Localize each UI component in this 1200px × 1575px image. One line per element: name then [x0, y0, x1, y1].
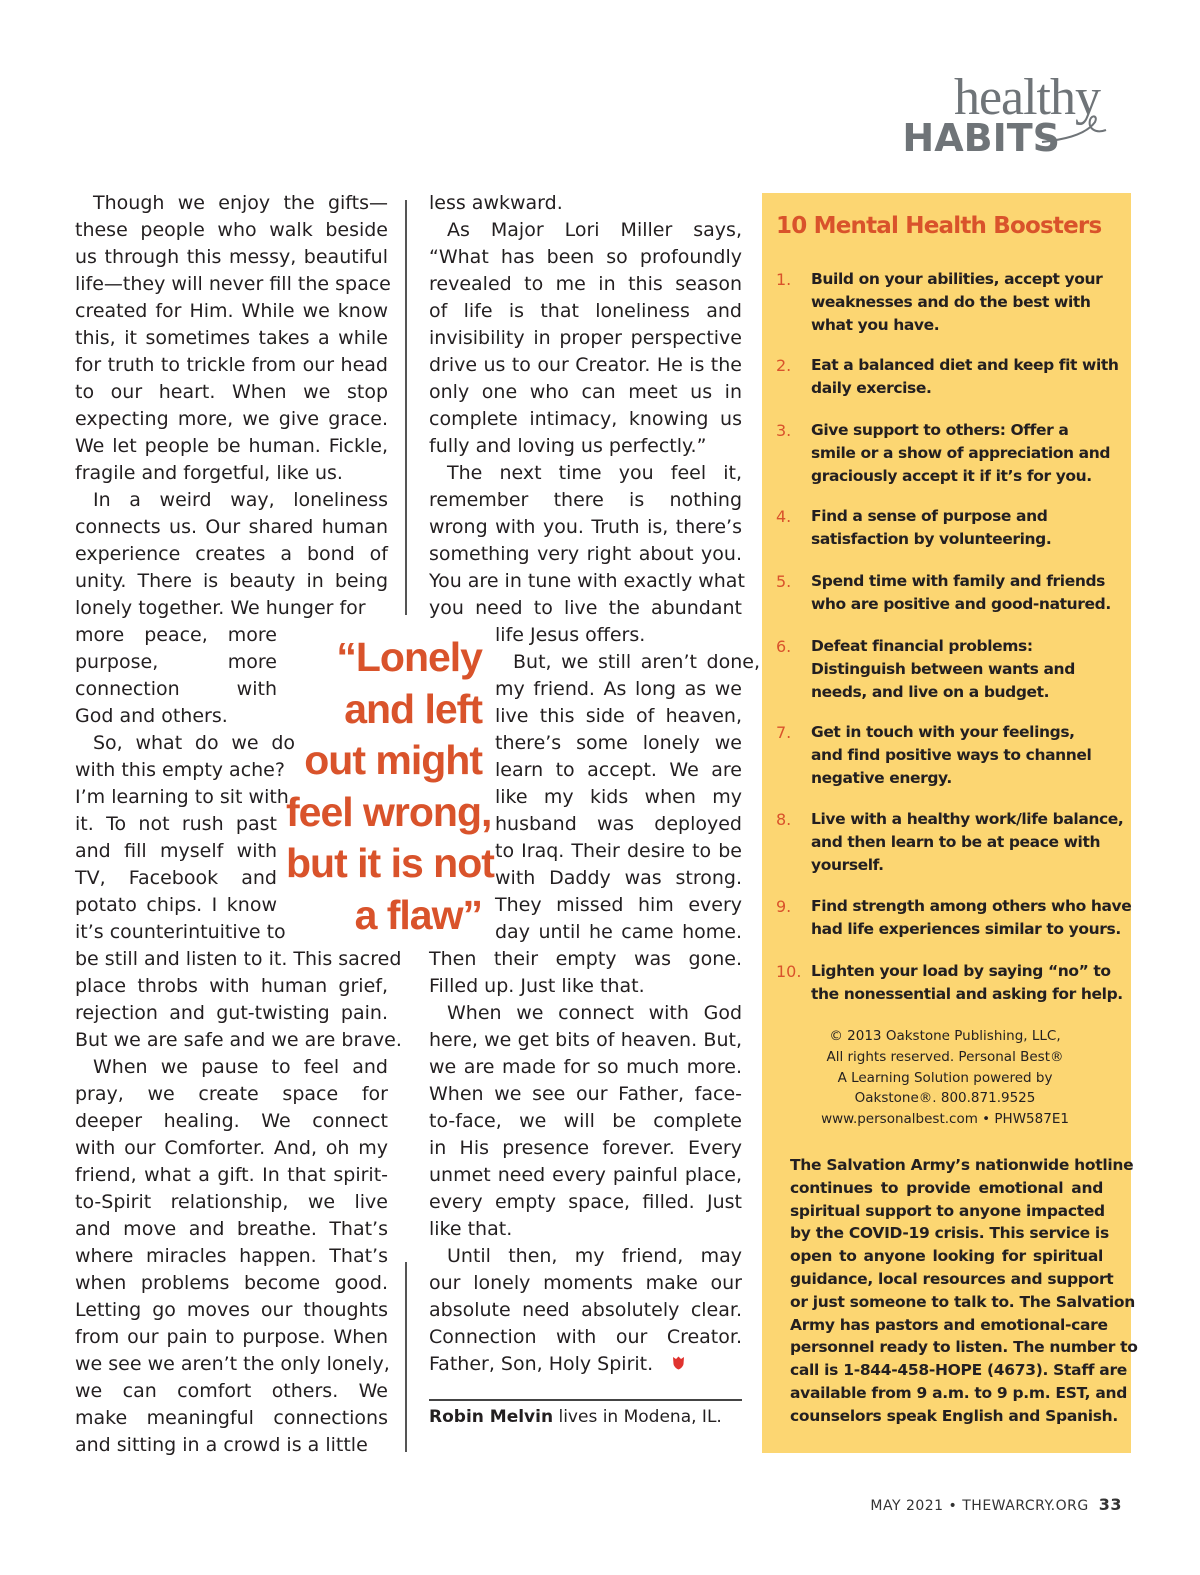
- booster-text-line: Lighten your load by saying “no” to: [811, 962, 1111, 980]
- section-header-habits: HABITS: [902, 116, 1060, 160]
- text-line: experience creates a bond of: [75, 543, 388, 565]
- booster-number: 2.: [776, 356, 792, 375]
- text-line: purpose, more: [75, 651, 277, 673]
- hotline-line: open to anyone looking for spiritual: [790, 1247, 1103, 1266]
- copyright-line: © 2013 Oakstone Publishing, LLC,: [829, 1028, 1061, 1044]
- text-line: Though we enjoy the gifts—: [93, 192, 388, 214]
- text-line: complete intimacy, knowing us: [429, 408, 742, 430]
- booster-text-line: Spend time with family and friends: [811, 572, 1105, 590]
- hotline-line: spiritual support to anyone impacted: [790, 1201, 1105, 1220]
- text-line: it. To not rush past: [75, 813, 277, 835]
- text-line: life Jesus offers.: [495, 624, 646, 646]
- text-line: absolute need absolutely clear.: [429, 1299, 742, 1321]
- text-line: potato chips. I know: [75, 894, 277, 916]
- booster-text: [811, 721, 1121, 790]
- booster-text-line: Find strength among others who have: [811, 897, 1132, 915]
- text-line: lonely together. We hunger for: [75, 597, 366, 619]
- text-line: We let people be human. Fickle,: [75, 435, 388, 457]
- booster-number: 8.: [776, 810, 792, 829]
- text-line: They missed him every: [495, 894, 742, 916]
- text-line: be still and listen to it. This sacred: [75, 948, 402, 970]
- text-line: unity. There is beauty in being: [75, 570, 388, 592]
- text-line: Then their empty was gone.: [429, 948, 742, 970]
- hotline-line: counselors speak English and Spanish.: [790, 1406, 1118, 1425]
- author-name: Robin Melvin: [429, 1407, 554, 1427]
- pull-quote-line: out might: [304, 737, 482, 783]
- text-line: where miracles happen. That’s: [75, 1245, 388, 1267]
- copyright-line: A Learning Solution powered by: [837, 1069, 1053, 1086]
- booster-number: 9.: [776, 897, 792, 916]
- text-line: remember there is nothing: [429, 489, 742, 511]
- text-line: friend, what a gift. In that spirit-: [75, 1164, 388, 1186]
- booster-text-line: had life experiences similar to yours.: [811, 920, 1121, 938]
- booster-text: [811, 570, 1121, 616]
- text-line: to-Spirit relationship, we live: [75, 1191, 388, 1213]
- hotline-line: call is 1-844-458-HOPE (4673). Staff are: [790, 1361, 1128, 1380]
- text-line: fully and loving us perfectly.”: [429, 435, 707, 457]
- text-line: rejection and gut-twisting pain.: [75, 1002, 388, 1024]
- pull-quote-line: a flaw”: [354, 891, 482, 938]
- pull-quote-line: but it is not: [286, 840, 494, 886]
- booster-text-line: Defeat financial problems:: [811, 637, 1033, 655]
- booster-text: [811, 808, 1124, 877]
- text-line: like that.: [429, 1218, 513, 1240]
- text-line: our lonely moments make our: [429, 1272, 742, 1294]
- text-line: with this empty ache?: [75, 759, 285, 781]
- booster-text-line: yourself.: [811, 856, 884, 874]
- hotline-line: The Salvation Army’s nationwide hotline: [790, 1156, 1134, 1174]
- text-line: more peace, more: [75, 624, 277, 646]
- text-line: of life is that loneliness and: [429, 300, 742, 322]
- booster-text-line: Eat a balanced diet and keep fit with: [811, 356, 1119, 374]
- text-line: live this side of heaven,: [495, 705, 742, 727]
- booster-number: 6.: [776, 637, 792, 656]
- booster-text-line: what you have.: [811, 316, 940, 334]
- text-line: life—they will never fill the space: [75, 273, 391, 295]
- text-line: invisibility in proper perspective: [429, 327, 742, 349]
- text-line: When we pause to feel and: [93, 1056, 388, 1078]
- text-line: drive us to our Creator. He is the: [429, 354, 742, 376]
- booster-text-line: satisfaction by volunteering.: [811, 530, 1052, 548]
- author-bio-text: lives in Modena, IL.: [553, 1407, 722, 1427]
- booster-text-line: smile or a show of appreciation and: [811, 444, 1111, 462]
- booster-text-line: Get in touch with your feelings,: [811, 723, 1075, 741]
- text-line: in His presence forever. Every: [429, 1137, 742, 1159]
- text-line: wrong with you. Truth is, there’s: [429, 516, 742, 538]
- bio-divider: [429, 1399, 742, 1401]
- text-line: make meaningful connections: [75, 1407, 388, 1429]
- hotline-line: Army has pastors and emotional-care: [790, 1315, 1108, 1334]
- text-line: TV, Facebook and: [75, 867, 277, 889]
- text-line: when problems become good.: [75, 1272, 388, 1294]
- text-line: When we connect with God: [447, 1002, 742, 1024]
- text-line: my friend. As long as we: [495, 678, 742, 700]
- text-line: here, we get bits of heaven. But,: [429, 1029, 742, 1051]
- text-line: God and others.: [75, 705, 228, 727]
- text-line: In a weird way, loneliness: [93, 489, 388, 511]
- booster-number: 5.: [776, 572, 792, 591]
- text-line: to Iraq. Their desire to be: [495, 840, 742, 862]
- text-line: You are in tune with exactly what: [429, 570, 745, 592]
- text-line: to our heart. When we stop: [75, 381, 388, 403]
- hotline-line: available from 9 a.m. to 9 p.m. EST, and: [790, 1383, 1128, 1402]
- text-line: expecting more, we give grace.: [75, 408, 388, 430]
- booster-number: 1.: [776, 270, 792, 289]
- text-line: Letting go moves our thoughts: [75, 1299, 388, 1321]
- text-line: place throbs with human grief,: [75, 975, 388, 997]
- booster-text-line: and find positive ways to channel: [811, 746, 1092, 764]
- copyright-notice: [790, 1026, 1100, 1130]
- text-line: these people who walk beside: [75, 219, 388, 241]
- text-line: revealed to me in this season: [429, 273, 742, 295]
- booster-text-line: weaknesses and do the best with: [811, 293, 1091, 311]
- text-line: we see we aren’t the only lonely,: [75, 1353, 390, 1375]
- text-line: every empty space, filled. Just: [429, 1191, 742, 1213]
- text-line: connection with: [75, 678, 277, 700]
- booster-text-line: who are positive and good-natured.: [811, 595, 1111, 613]
- page-footer: [760, 1494, 1122, 1517]
- shield-end-mark-icon: [672, 1356, 685, 1370]
- page-number: 33: [1098, 1495, 1122, 1514]
- text-line: we are made for so much more.: [429, 1056, 742, 1078]
- hotline-line: continues to provide emotional and: [790, 1178, 1103, 1197]
- text-line: only one who can meet us in: [429, 381, 742, 403]
- text-line: fragile and forgetful, like us.: [75, 462, 343, 484]
- text-line: pray, we create space for: [75, 1083, 388, 1105]
- copyright-line: www.personalbest.com • PHW587E1: [821, 1111, 1069, 1128]
- booster-text: [811, 960, 1121, 1006]
- text-line: to-face, we will be complete: [429, 1110, 742, 1132]
- booster-text: [811, 635, 1121, 704]
- text-line: less awkward.: [429, 192, 563, 214]
- author-bio: [429, 1405, 759, 1429]
- text-line: unmet need every painful place,: [429, 1164, 742, 1186]
- booster-text: [811, 895, 1132, 941]
- header-swoosh-icon: [1040, 110, 1110, 150]
- booster-number: 4.: [776, 507, 792, 526]
- text-line: created for Him. While we know: [75, 300, 388, 322]
- booster-text-line: negative energy.: [811, 769, 952, 787]
- text-line: Filled up. Just like that.: [429, 975, 645, 997]
- hotline-notice: [790, 1154, 1138, 1428]
- booster-text-line: needs, and live on a budget.: [811, 683, 1050, 701]
- booster-text: [811, 268, 1121, 337]
- text-line: something very right about you.: [429, 543, 742, 565]
- copyright-line: All rights reserved. Personal Best®: [826, 1048, 1064, 1065]
- text-line: day until he came home.: [495, 921, 742, 943]
- text-line: learn to accept. We are: [495, 759, 742, 781]
- booster-text-line: and then learn to be at peace with: [811, 833, 1101, 851]
- pull-quote-line: feel wrong,: [286, 788, 492, 835]
- booster-text: [811, 354, 1121, 400]
- column-divider-lower: [405, 1262, 407, 1452]
- text-line: deeper healing. We connect: [75, 1110, 388, 1132]
- text-line: connects us. Our shared human: [75, 516, 388, 538]
- text-line: I’m learning to sit with: [75, 786, 289, 808]
- booster-number: 7.: [776, 723, 792, 742]
- text-line: and sitting in a crowd is a little: [75, 1434, 368, 1456]
- text-line: “What has been so profoundly: [429, 246, 742, 268]
- hotline-line: by the COVID-19 crisis. This service is: [790, 1224, 1109, 1243]
- text-line: The next time you feel it,: [447, 462, 742, 484]
- column-divider: [405, 200, 407, 615]
- text-line: us through this messy, beautiful: [75, 246, 388, 268]
- text-line: and move and breathe. That’s: [75, 1218, 388, 1240]
- booster-text-line: the nonessential and asking for help.: [811, 985, 1123, 1003]
- text-line: and fill myself with: [75, 840, 277, 862]
- text-line: with Daddy was strong.: [495, 867, 742, 889]
- text-line: Father, Son, Holy Spirit.: [429, 1353, 654, 1375]
- hotline-line: or just someone to talk to. The Salvation: [790, 1292, 1136, 1311]
- section-header-healthy: healthy: [953, 69, 1100, 126]
- text-line: So, what do we do: [93, 732, 295, 754]
- text-line: When we see our Father, face-: [429, 1083, 742, 1105]
- booster-number: 10.: [776, 962, 802, 981]
- booster-text-line: Distinguish between wants and: [811, 660, 1075, 678]
- hotline-line: personnel ready to listen. The number to: [790, 1338, 1138, 1357]
- text-line: this, it sometimes takes a while: [75, 327, 388, 349]
- pull-quote: [286, 632, 494, 941]
- text-line: we can comfort others. We: [75, 1380, 388, 1402]
- booster-text: [811, 419, 1121, 488]
- text-line: there’s some lonely we: [495, 732, 742, 754]
- hotline-line: guidance, local resources and support: [790, 1269, 1114, 1288]
- text-line: But, we still aren’t done,: [513, 651, 760, 673]
- text-line: with our Comforter. And, oh my: [75, 1137, 388, 1159]
- pull-quote-line: and left: [344, 685, 482, 732]
- text-line: like my kids when my: [495, 786, 742, 808]
- booster-text-line: Give support to others: Offer a: [811, 421, 1069, 439]
- pull-quote-line: “Lonely: [336, 634, 482, 680]
- text-line: it’s counterintuitive to: [75, 921, 286, 943]
- text-line: from our pain to purpose. When: [75, 1326, 388, 1348]
- booster-text-line: daily exercise.: [811, 379, 932, 397]
- copyright-line: Oakstone®. 800.871.9525: [854, 1090, 1036, 1107]
- booster-text: [811, 505, 1121, 551]
- text-line: Connection with our Creator.: [429, 1326, 742, 1348]
- footer-issue: MAY 2021 • THEWARCRY.ORG: [870, 1498, 1089, 1514]
- booster-text-line: Live with a healthy work/life balance,: [811, 810, 1124, 828]
- booster-number: 3.: [776, 421, 792, 440]
- sidebar-title: 10 Mental Health Boosters: [776, 213, 1102, 239]
- booster-text-line: Build on your abilities, accept your: [811, 270, 1103, 288]
- text-line: husband was deployed: [495, 813, 742, 835]
- text-line: But we are safe and we are brave.: [75, 1029, 402, 1051]
- text-line: for truth to trickle from our head: [75, 354, 388, 376]
- booster-text-line: Find a sense of purpose and: [811, 507, 1048, 525]
- booster-text-line: graciously accept it if it’s for you.: [811, 467, 1092, 485]
- text-line: Until then, my friend, may: [447, 1245, 742, 1267]
- text-line: you need to live the abundant: [429, 597, 742, 619]
- text-line: As Major Lori Miller says,: [447, 219, 742, 241]
